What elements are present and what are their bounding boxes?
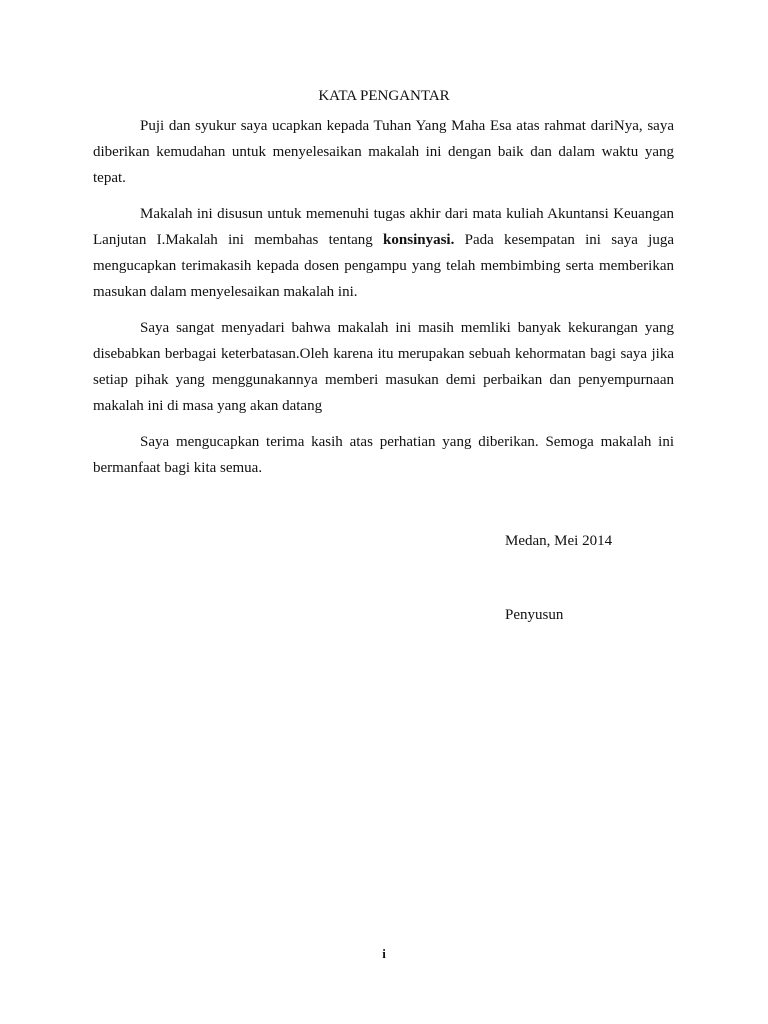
paragraph-2-text-end: Pada kesempatan ini saya juga mengucapkan terimakasih kepada dosen pengampu yang telah membimbing serta memberikan masukan dalam menyelesaikan makalah ini. (93, 232, 674, 300)
page-number: i (382, 946, 386, 961)
document-body (93, 113, 674, 491)
paragraph-2-text-start: Makalah ini disusun untuk memenuhi tugas akhir dari mata kuliah Akuntansi Keuangan Lanjutan I.Makalah ini membahas tentang (93, 206, 674, 248)
paragraph-2 (93, 201, 674, 305)
paragraph-3: Saya sangat menyadari bahwa makalah ini masih memliki banyak kekurangan yang disebabkan berbagai keterbatasan.Oleh karena itu merupakan sebuah kehormatan bagi saya jika setiap pihak yang menggunakannya memberi masukan demi perbaikan dan penyempurnaan makalah ini di masa yang akan datang (93, 320, 674, 414)
page-title: KATA PENGANTAR (318, 88, 450, 104)
paragraph-4: Saya mengucapkan terima kasih atas perhatian yang diberikan. Semoga makalah ini bermanfaat bagi kita semua. (93, 434, 674, 476)
closing-author: Penyusun (505, 607, 564, 623)
paragraph-1: Puji dan syukur saya ucapkan kepada Tuhan Yang Maha Esa atas rahmat dariNya, saya diberikan kemudahan untuk menyelesaikan makalah ini dengan baik dan dalam waktu yang tepat. (93, 118, 674, 186)
paragraph-2-bold-term: konsinyasi. (383, 232, 455, 248)
closing-place-date: Medan, Mei 2014 (505, 533, 613, 549)
